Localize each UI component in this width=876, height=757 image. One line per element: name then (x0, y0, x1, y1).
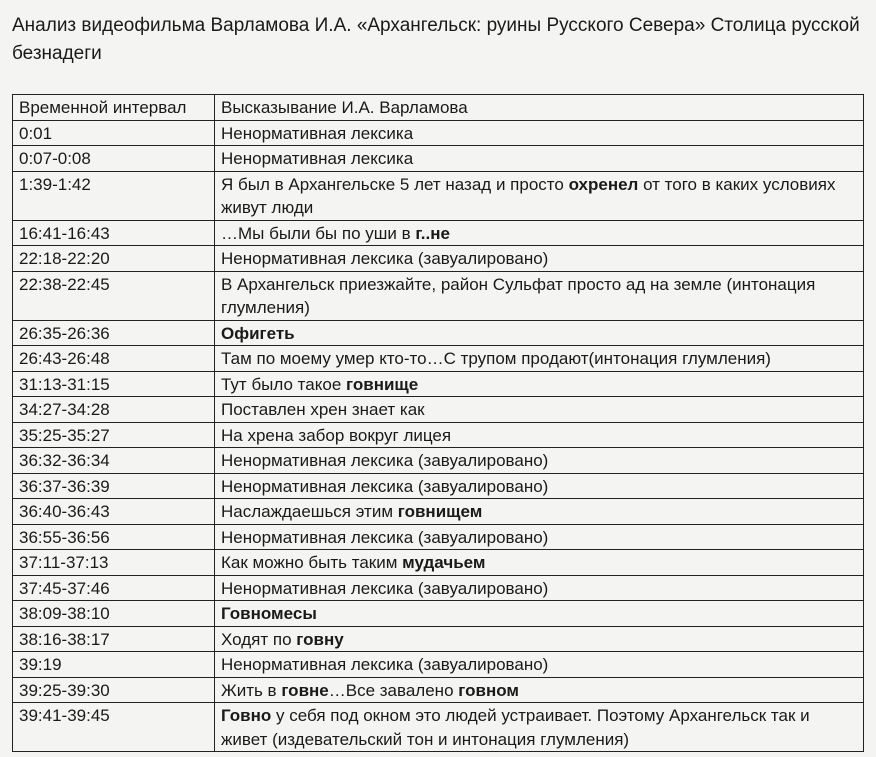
time-interval-cell: 0:01 (13, 120, 215, 146)
time-interval-cell: 35:25-35:27 (13, 422, 215, 448)
time-interval-cell: 34:27-34:28 (13, 397, 215, 423)
time-interval-cell: 38:09-38:10 (13, 601, 215, 627)
header-time-interval: Временной интервал (13, 95, 215, 121)
time-interval-cell: 31:13-31:15 (13, 371, 215, 397)
time-interval-cell: 1:39-1:42 (13, 171, 215, 220)
time-interval-cell: 39:41-39:45 (13, 703, 215, 752)
time-interval-cell: 36:55-36:56 (13, 524, 215, 550)
statement-cell (215, 473, 864, 499)
table-row (13, 550, 864, 576)
time-interval-cell: 38:16-38:17 (13, 626, 215, 652)
statement-emphasis: говном (458, 680, 519, 700)
table-row (13, 346, 864, 372)
table-row (13, 499, 864, 525)
statement-cell (215, 550, 864, 576)
statement-text: Ненормативная лексика (221, 123, 414, 143)
table-row (13, 171, 864, 220)
statement-cell (215, 575, 864, 601)
statement-cell (215, 652, 864, 678)
time-interval-cell: 22:38-22:45 (13, 271, 215, 320)
statement-text: Я был в Архангельске 5 лет назад и просто (221, 174, 569, 194)
table-row (13, 371, 864, 397)
statement-cell (215, 346, 864, 372)
statement-text: Тут было такое (221, 374, 346, 394)
statement-text: В Архангельск приезжайте, район Сульфат просто ад на земле (интонация глумления) (221, 274, 816, 317)
analysis-table (12, 94, 864, 752)
statement-emphasis: г..не (415, 223, 450, 243)
statement-cell (215, 320, 864, 346)
table-row (13, 677, 864, 703)
time-interval-cell: 22:18-22:20 (13, 246, 215, 272)
time-interval-cell: 16:41-16:43 (13, 220, 215, 246)
table-row (13, 448, 864, 474)
statement-text: Ненормативная лексика (221, 149, 414, 168)
statement-text: Ненормативная лексика (завуалировано) (221, 578, 549, 598)
statement-emphasis: Говномесы (221, 604, 317, 623)
time-interval-cell: 37:45-37:46 (13, 575, 215, 601)
table-header-row (13, 95, 864, 121)
statement-cell (215, 422, 864, 448)
statement-emphasis: говну (296, 629, 344, 649)
statement-emphasis: Офигеть (221, 323, 295, 343)
statement-text: Как можно быть таким (221, 553, 403, 572)
statement-cell (215, 271, 864, 320)
statement-text: …Мы были бы по уши в (221, 223, 416, 243)
time-interval-cell: 36:40-36:43 (13, 499, 215, 525)
statement-text: Ненормативная лексика (завуалировано) (221, 249, 549, 268)
table-row (13, 524, 864, 550)
statement-cell (215, 120, 864, 146)
statement-text: Ненормативная лексика (завуалировано) (221, 655, 549, 674)
time-interval-cell: 39:25-39:30 (13, 677, 215, 703)
table-row (13, 575, 864, 601)
statement-emphasis: мудачьем (402, 553, 486, 572)
table-row (13, 146, 864, 172)
statement-text: Ненормативная лексика (завуалировано) (221, 451, 549, 470)
table-row (13, 601, 864, 627)
statement-cell (215, 703, 864, 752)
table-row (13, 271, 864, 320)
time-interval-cell: 36:37-36:39 (13, 473, 215, 499)
table-row (13, 703, 864, 752)
statement-cell (215, 499, 864, 525)
statement-text: Там по моему умер кто-то…С трупом продают(интонация глумления) (221, 349, 771, 368)
statement-cell (215, 171, 864, 220)
table-row (13, 626, 864, 652)
table-row (13, 422, 864, 448)
statement-cell (215, 448, 864, 474)
statement-cell (215, 397, 864, 423)
statement-text: Поставлен хрен знает как (221, 400, 425, 419)
statement-emphasis: Говно (221, 706, 272, 725)
statement-cell (215, 246, 864, 272)
statement-cell (215, 524, 864, 550)
statement-text: …Все завалено (328, 680, 459, 700)
table-row (13, 320, 864, 346)
statement-cell (215, 371, 864, 397)
time-interval-cell: 36:32-36:34 (13, 448, 215, 474)
table-row (13, 652, 864, 678)
time-interval-cell: 26:43-26:48 (13, 346, 215, 372)
time-interval-cell: 39:19 (13, 652, 215, 678)
statement-emphasis: охренел (568, 174, 639, 194)
time-interval-cell: 0:07-0:08 (13, 146, 215, 172)
time-interval-cell: 26:35-26:36 (13, 320, 215, 346)
statement-text: Ненормативная лексика (завуалировано) (221, 476, 549, 496)
statement-text: Жить в (221, 680, 282, 700)
table-row (13, 397, 864, 423)
statement-text: Ненормативная лексика (завуалировано) (221, 527, 549, 547)
statement-cell (215, 601, 864, 627)
table-row (13, 120, 864, 146)
table-row (13, 246, 864, 272)
statement-cell (215, 626, 864, 652)
statement-cell (215, 146, 864, 172)
document-title: Анализ видеофильма Варламова И.А. «Архангельск: руины Русского Севера» Столица русской безнадеги (12, 15, 860, 64)
table-body (13, 120, 864, 752)
statement-text: от того в каких условиях живут люди (221, 174, 836, 217)
table-row (13, 473, 864, 499)
statement-text: Ходят по (221, 629, 297, 649)
statement-text: На хрена забор вокруг лицея (221, 425, 452, 445)
statement-emphasis: говне (281, 680, 329, 700)
statement-cell (215, 220, 864, 246)
header-statement: Высказывание И.А. Варламова (215, 95, 864, 121)
statement-emphasis: говнищем (397, 502, 483, 521)
statement-text: у себя под окном это людей устраивает. Поэтому Архангельск так и живет (издевательский тон и интонация глумления) (221, 706, 810, 749)
time-interval-cell: 37:11-37:13 (13, 550, 215, 576)
statement-cell (215, 677, 864, 703)
statement-emphasis: говнище (346, 374, 419, 394)
statement-text: Наслаждаешься этим (221, 502, 398, 521)
table-row (13, 220, 864, 246)
